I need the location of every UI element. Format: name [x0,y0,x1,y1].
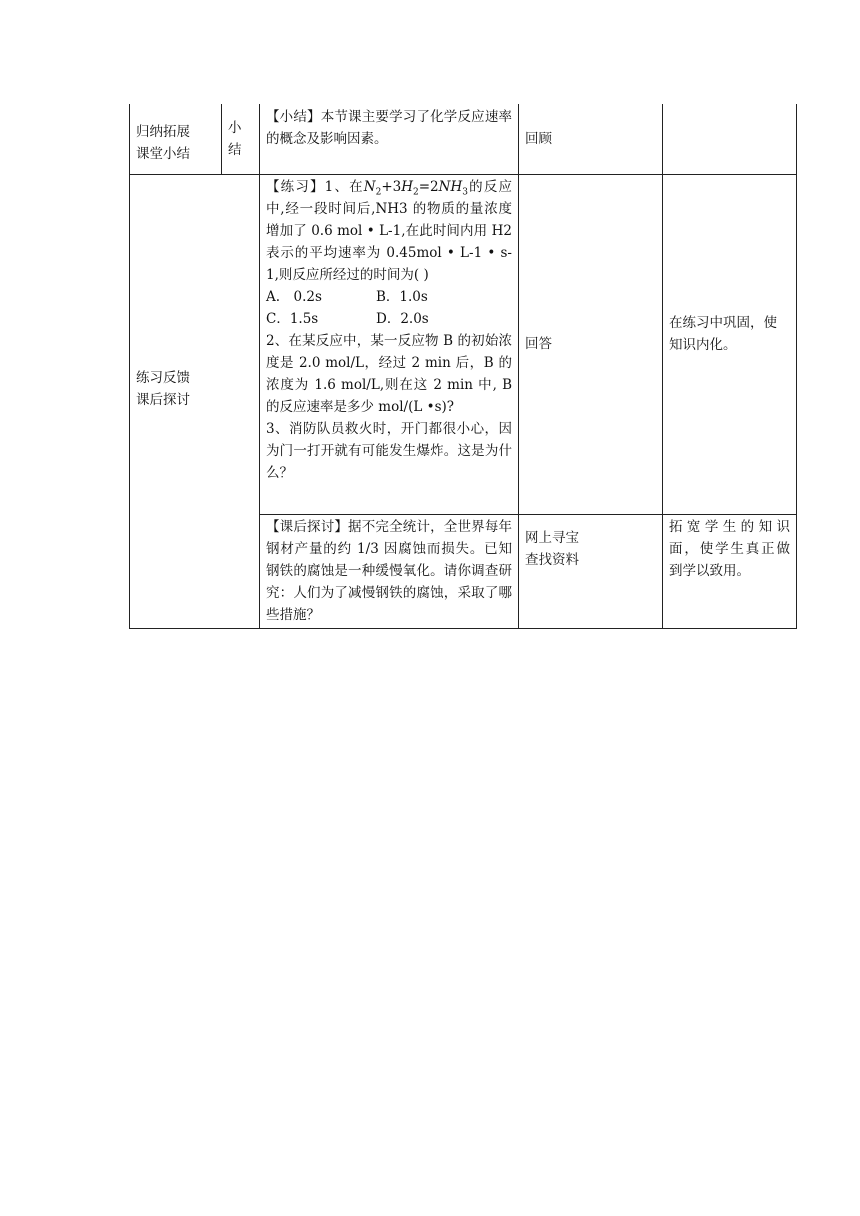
formula-nh3: NH [438,178,463,195]
exercise-activity-cell [519,174,663,514]
formula-n2: N [363,178,376,195]
exercise-question-3: 3、消防队员救火时，开门都很小心，因为门一打开就有可能发生爆炸。这是为什么？ [266,420,512,481]
summary-intent-cell [663,104,797,174]
formula-h2-sub: 2 [413,187,419,198]
option-d: D．2.0s [376,310,429,327]
q1-text: 的反应中,经一段时间后,NH3 的物质的量浓度增加了 0.6 mol • L-1,在此时间内用 H2 表示的平均速率为 0.45mol • L-1 • s-1,则反应所经过的时间为( ) [266,178,512,283]
stage-label: 归纳拓展 课堂小结 [136,123,190,162]
inquiry-intent: 拓宽学生的知识面，使学生真正做到学以致用。 [669,518,790,579]
sub-stage-label: 小 结 [228,119,242,158]
summary-text: 【小结】本节课主要学习了化学反应速率的概念及影响因素。 [266,109,512,147]
inquiry-text: 【课后探讨】据不完全统计，全世界每年钢材产量的约 1/3 因腐蚀而损失。已知钢铁的腐蚀是一种缓慢氧化。请你调查研究：人们为了减慢钢铁的腐蚀，采取了哪些措施？ [266,518,512,623]
formula-h2: H [401,178,414,195]
lesson-plan-table [129,104,797,629]
inquiry-intent-cell [663,514,797,628]
q1-prefix: 【练习】1、在 [266,178,364,195]
exercise-content-cell [260,174,519,514]
option-a: A. 0.2s [266,288,322,305]
formula-n2-sub: 2 [375,187,382,198]
option-c: C．1.5s [266,310,319,327]
summary-content-cell [260,104,519,174]
summary-activity: 回顾 [525,130,552,147]
exercise-intent-cell [663,174,797,514]
exercise-intent: 在练习中巩固，使知识内化。 [669,315,777,353]
sub-stage-cell [222,104,260,174]
table-row-summary [130,104,797,174]
options-row-2 [266,308,512,330]
stage-cell-exercise [130,174,260,628]
stage-cell-summary [130,104,222,174]
formula-coef: +3 [381,178,402,195]
inquiry-activity-cell [519,514,663,628]
options-row-1 [266,286,512,308]
stage-label: 练习反馈 课后探讨 [136,370,190,408]
option-b: B．1.0s [376,288,428,305]
inquiry-activity: 网上寻宝 查找资料 [525,529,579,568]
exercise-activity: 回答 [525,336,552,352]
formula-eq: =2 [418,178,439,195]
formula-nh3-sub: 3 [462,187,468,198]
exercise-question-2: 2、在某反应中，某一反应物 B 的初始浓度是 2.0 mol/L，经过 2 min 后，B 的浓度为 1.6 mol/L,则在这 2 min 中, B 的反应速率是多少 mol/(L •s)? [266,332,512,415]
summary-activity-cell [519,104,663,174]
inquiry-content-cell [260,514,519,628]
table-row-exercise [130,174,797,514]
exercise-question-1 [266,176,512,286]
